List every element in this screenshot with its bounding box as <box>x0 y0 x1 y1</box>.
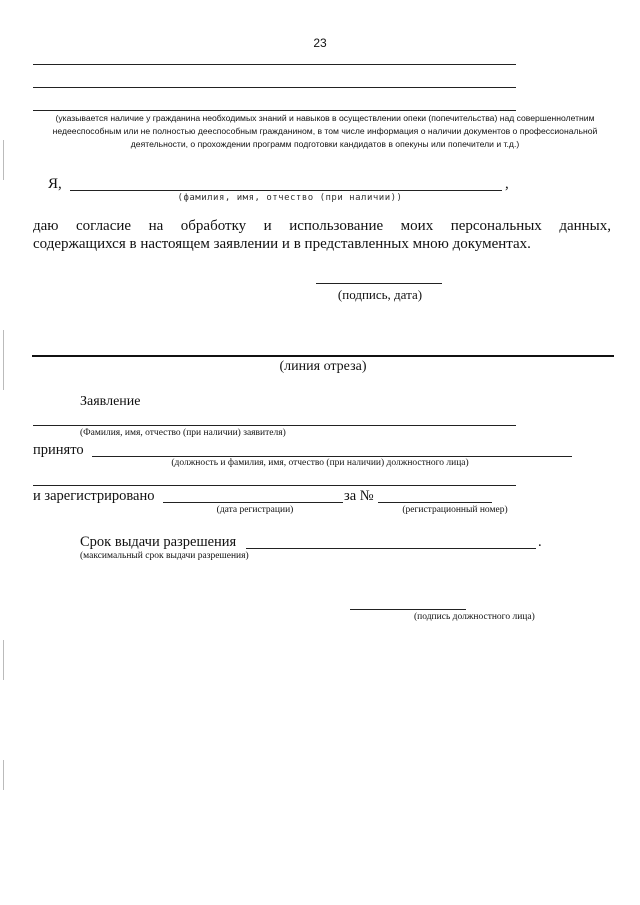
consent-name-hint: (фамилия, имя, отчество (при наличии)) <box>177 193 403 203</box>
scan-edge-mark <box>3 640 4 680</box>
consent-text-line-2: содержащихся в настоящем заявлении и в представленных мною документах. <box>33 236 531 252</box>
number-label: за № <box>344 488 374 504</box>
receipt-title: Заявление <box>80 394 141 409</box>
consent-i-label: Я, <box>48 176 62 192</box>
consent-text-line-1: даю согласие на обработку и использование моих персональных данных, <box>33 218 611 234</box>
official-hint: (должность и фамилия, имя, отчество (при наличии) должностного лица) <box>171 458 469 468</box>
scan-edge-mark <box>3 330 4 390</box>
registration-date-hint: (дата регистрации) <box>216 505 294 515</box>
term-line <box>246 548 536 549</box>
scan-edge-mark <box>3 140 4 180</box>
knowledge-note: (указывается наличие у гражданина необходимых знаний и навыков в осуществлении опеки (попечительства) над совершеннолетним недееспособным или не полностью дееспособным гражданином, в том числе информация о наличии документов о профессиональной деятельности, о прохождении программ подготовки кандидатов в опекуны или попечители и т.д.) <box>52 113 598 149</box>
cut-line-label: (линия отреза) <box>279 359 367 374</box>
term-end: . <box>538 534 542 550</box>
official-signature-hint: (подпись должностного лица) <box>414 612 535 622</box>
official-signature-line <box>350 609 466 610</box>
applicant-line <box>33 425 516 426</box>
official-line <box>92 456 572 457</box>
applicant-hint: (Фамилия, имя, отчество (при наличии) заявителя) <box>80 428 286 438</box>
consent-signature-line <box>316 283 442 284</box>
registered-label: и зарегистрировано <box>33 488 155 504</box>
accepted-label: принято <box>33 442 84 458</box>
fill-line-1 <box>33 64 516 65</box>
consent-name-line <box>70 190 502 191</box>
official-extra-line <box>33 485 516 486</box>
term-label: Срок выдачи разрешения <box>80 534 237 550</box>
consent-comma: , <box>505 176 509 192</box>
consent-signature-hint: (подпись, дата) <box>337 287 423 302</box>
fill-line-2 <box>33 87 516 88</box>
registration-number-hint: (регистрационный номер) <box>402 505 508 515</box>
term-hint: (максимальный срок выдачи разрешения) <box>80 551 249 561</box>
scan-edge-mark <box>3 760 4 790</box>
page-number: 23 <box>313 36 327 50</box>
cut-line <box>32 355 614 357</box>
registration-number-line <box>378 502 492 503</box>
registration-date-line <box>163 502 343 503</box>
fill-line-3 <box>33 110 516 111</box>
